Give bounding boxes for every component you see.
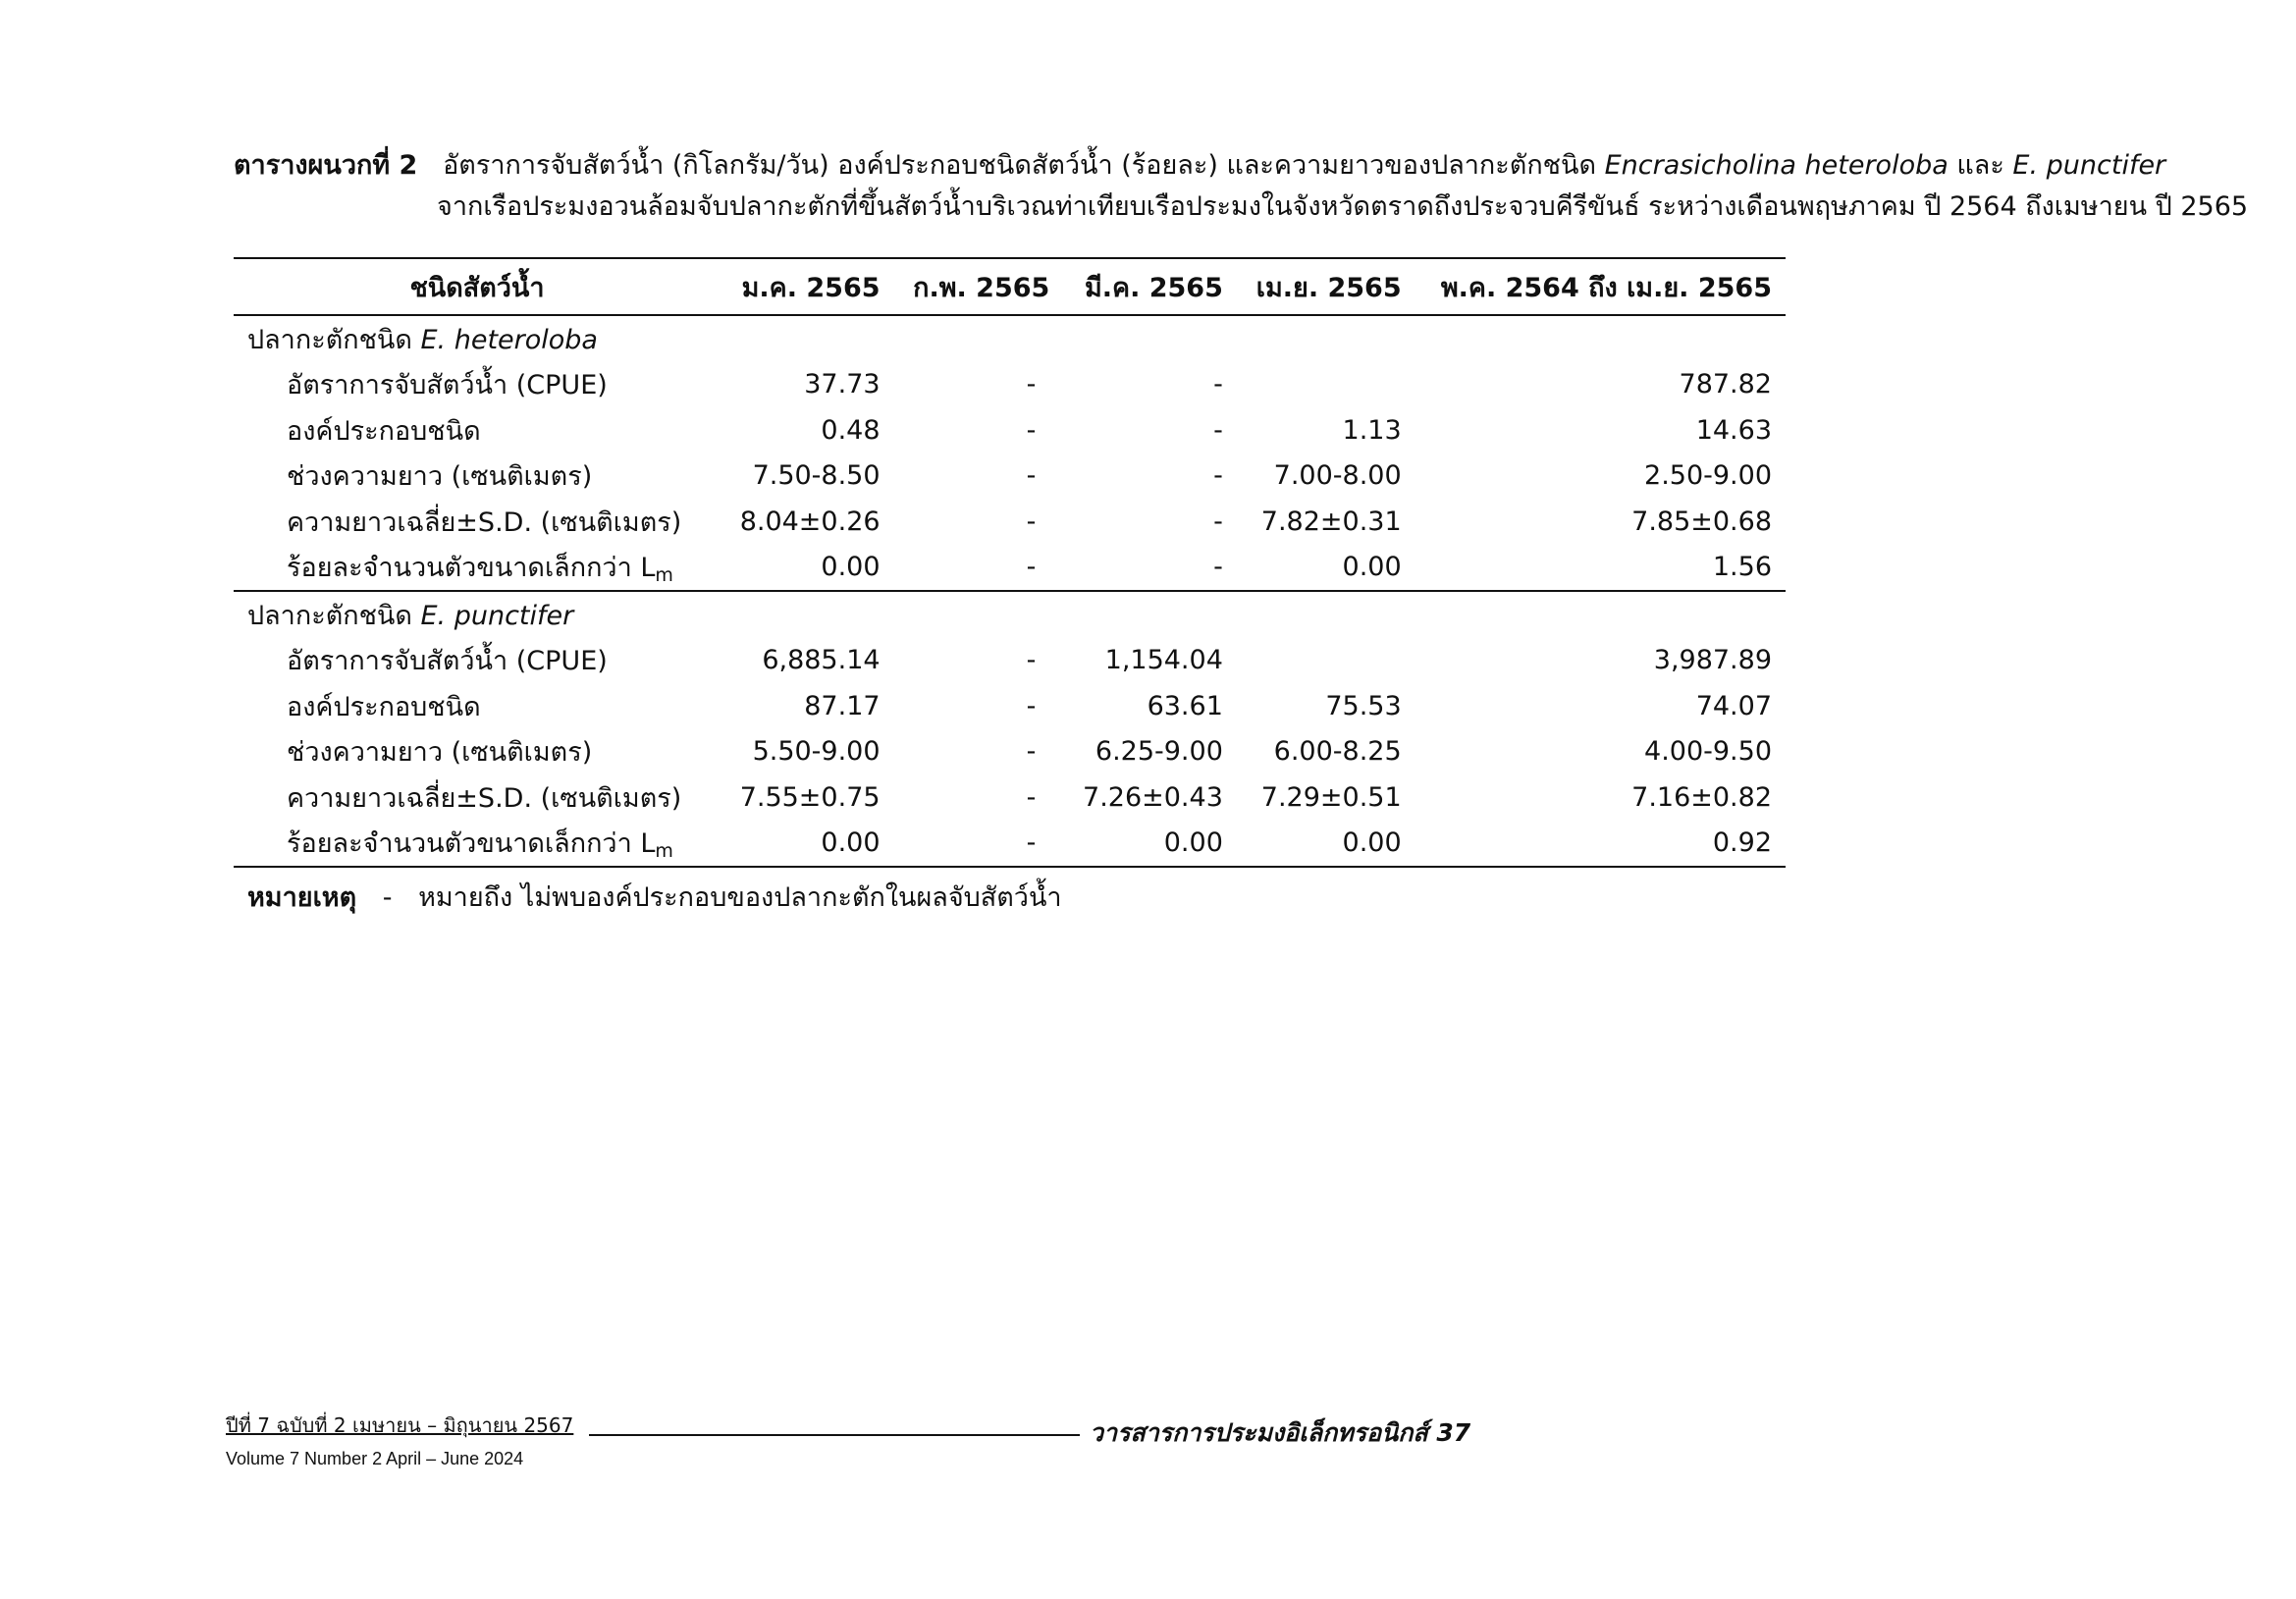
table-row [234, 407, 1786, 453]
row-label: อัตราการจับสัตว์น้ำ (CPUE) [287, 370, 608, 401]
cell: 0.00 [1237, 545, 1415, 592]
cell: 6,885.14 [762, 645, 881, 676]
cell: 87.17 [804, 690, 881, 721]
cell: 1.13 [1342, 414, 1402, 446]
footer-journal [1090, 1413, 1470, 1453]
row-label: ความยาวเฉลี่ย±S.D. (เซนติเมตร) [287, 782, 682, 814]
cell: 6.00-8.25 [1273, 736, 1402, 768]
page-number: 37 [1436, 1418, 1471, 1447]
cell: - [1026, 506, 1037, 537]
table-row [234, 545, 1786, 592]
group-header-row [234, 591, 1786, 638]
cell: - [1026, 645, 1037, 676]
group-label: ปลากะตักชนิด E. punctifer [247, 600, 574, 631]
table-row [234, 453, 1786, 500]
table-row [234, 362, 1786, 408]
cell [1237, 362, 1415, 408]
footer-issue-english: Volume 7 Number 2 April – June 2024 [226, 1449, 524, 1468]
cell: 0.48 [821, 414, 881, 446]
caption-label: ตารางผนวกที่ 2 [234, 150, 418, 181]
cell: - [1213, 369, 1223, 400]
cell: - [1026, 736, 1037, 768]
cell: 7.16±0.82 [1631, 781, 1772, 813]
header-total: พ.ค. 2564 ถึง เม.ย. 2565 [1415, 258, 1786, 315]
cell: 0.00 [721, 545, 894, 592]
cell: 4.00-9.50 [1644, 736, 1772, 768]
row-label: องค์ประกอบชนิด [287, 415, 481, 447]
caption-and: และ [1956, 150, 2004, 181]
footer-divider [589, 1434, 1080, 1436]
cell: 3,987.89 [1653, 645, 1772, 676]
cell: 37.73 [804, 369, 881, 400]
cell: 74.07 [1695, 690, 1772, 721]
table-row [234, 683, 1786, 729]
header-mar: มี.ค. 2565 [1063, 258, 1237, 315]
cell: 787.82 [1679, 369, 1772, 400]
caption-species-2: E. punctifer [2012, 150, 2166, 181]
cell: 0.00 [721, 821, 894, 868]
cell: 0.00 [1237, 821, 1415, 868]
header-apr: เม.ย. 2565 [1237, 258, 1415, 315]
note-symbol: - [382, 882, 393, 913]
cell: 7.26±0.43 [1083, 781, 1223, 813]
row-label: ความยาวเฉลี่ย±S.D. (เซนติเมตร) [287, 506, 682, 538]
cell: - [894, 821, 1064, 868]
cell: 14.63 [1695, 414, 1772, 446]
caption-text-1: อัตราการจับสัตว์น้ำ (กิโลกรัม/วัน) องค์ประกอบชนิดสัตว์น้ำ (ร้อยละ) และความยาวของปลากะตักชนิด [443, 150, 1596, 181]
row-label: ร้อยละจำนวนตัวขนาดเล็กกว่า $L_m$ [234, 545, 721, 592]
cell: 7.55±0.75 [739, 781, 881, 813]
caption-line-2 [234, 191, 2249, 235]
table-row [234, 638, 1786, 684]
cell: - [894, 545, 1064, 592]
cell: 6.25-9.00 [1095, 736, 1223, 768]
footer-issue-thai: ปีที่ 7 ฉบับที่ 2 เมษายน – มิถุนายน 2567 [226, 1413, 574, 1437]
data-table [234, 257, 1786, 868]
cell: - [1213, 506, 1223, 537]
cell: 7.82±0.31 [1260, 506, 1402, 537]
cell: 7.29±0.51 [1260, 781, 1402, 813]
cell: - [1026, 690, 1037, 721]
note-label: หมายเหตุ [247, 882, 357, 913]
cell: 7.50-8.50 [752, 460, 881, 492]
cell: 0.00 [1063, 821, 1237, 868]
table-note [247, 876, 1062, 918]
cell: 1.56 [1415, 545, 1786, 592]
cell: 63.61 [1147, 690, 1223, 721]
cell: 7.85±0.68 [1631, 506, 1772, 537]
cell: - [1026, 414, 1037, 446]
row-label: องค์ประกอบชนิด [287, 691, 481, 722]
table-row [234, 499, 1786, 545]
caption-species-1: Encrasicholina heteroloba [1604, 150, 1949, 181]
note-text: หมายถึง ไม่พบองค์ประกอบของปลากะตักในผลจับสัตว์น้ำ [418, 882, 1062, 913]
table-row [234, 821, 1786, 868]
footer-issue [226, 1410, 573, 1469]
cell: - [1213, 414, 1223, 446]
cell: - [1026, 369, 1037, 400]
cell: - [1026, 781, 1037, 813]
cell: 1,154.04 [1104, 645, 1223, 676]
table-caption [234, 150, 2249, 235]
cell: - [1213, 460, 1223, 492]
group-label: ปลากะตักชนิด E. heteroloba [247, 324, 598, 355]
cell: - [1026, 460, 1037, 492]
cell: 0.92 [1415, 821, 1786, 868]
row-label: ร้อยละจำนวนตัวขนาดเล็กกว่า $L_m$ [234, 821, 721, 868]
caption-line-1 [234, 152, 2177, 193]
cell: 2.50-9.00 [1644, 460, 1772, 492]
row-label: ช่วงความยาว (เซนติเมตร) [287, 461, 593, 493]
header-jan: ม.ค. 2565 [721, 258, 894, 315]
header-row [234, 258, 1786, 315]
journal-name: วารสารการประมงอิเล็กทรอนิกส์ [1090, 1418, 1428, 1447]
table-row [234, 774, 1786, 821]
table-row [234, 729, 1786, 775]
group-header-row [234, 315, 1786, 362]
cell: - [1063, 545, 1237, 592]
cell: 5.50-9.00 [752, 736, 881, 768]
header-feb: ก.พ. 2565 [894, 258, 1064, 315]
row-label: อัตราการจับสัตว์น้ำ (CPUE) [287, 646, 608, 677]
cell: 8.04±0.26 [739, 506, 881, 537]
cell: 75.53 [1325, 690, 1402, 721]
cell [1237, 638, 1415, 684]
cell: 7.00-8.00 [1273, 460, 1402, 492]
header-species: ชนิดสัตว์น้ำ [234, 258, 721, 315]
row-label: ช่วงความยาว (เซนติเมตร) [287, 737, 593, 769]
caption-text-2: จากเรือประมงอวนล้อมจับปลากะตักที่ขึ้นสัตว์น้ำบริเวณท่าเทียบเรือประมงในจังหวัดตราดถึงประจวบคีรีขันธ์ ระหว่างเดือนพฤษภาคม ปี 2564 ถึงเมษายน ปี 2565 [437, 191, 2249, 222]
